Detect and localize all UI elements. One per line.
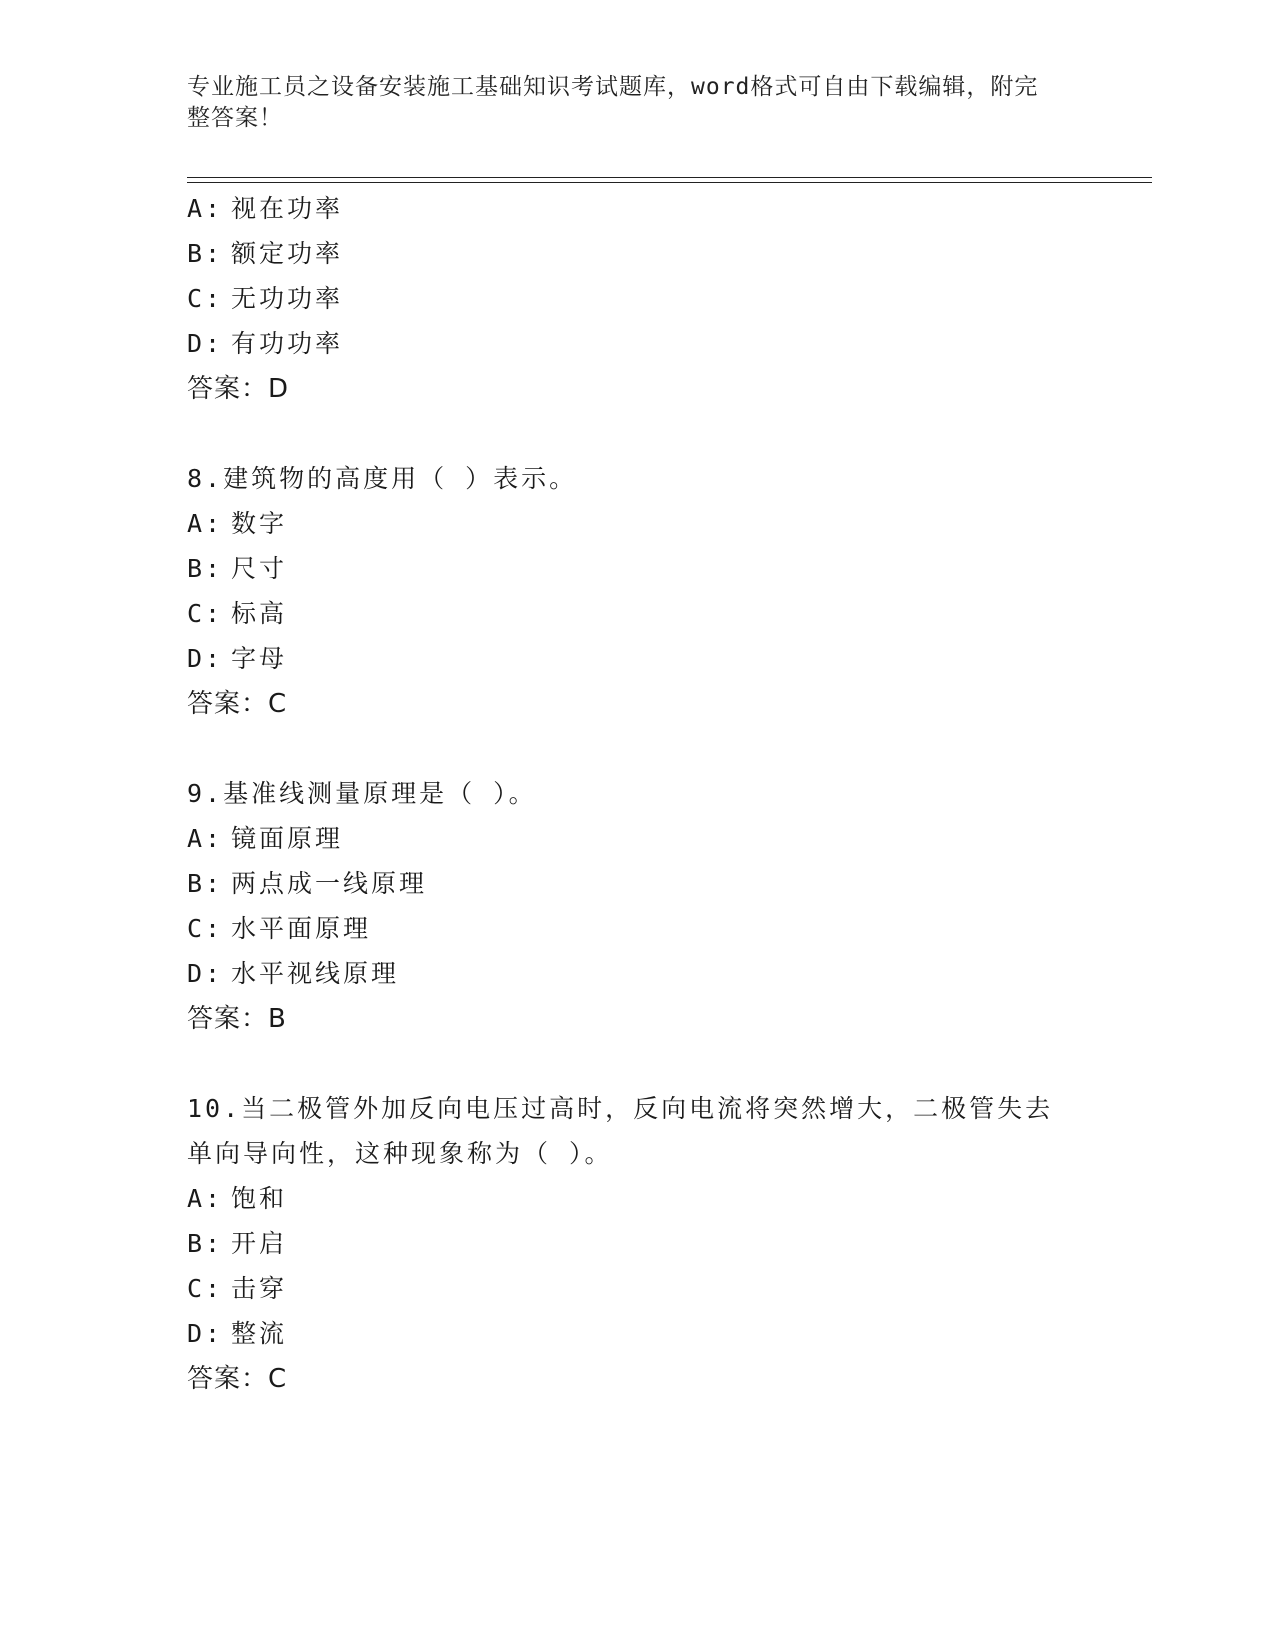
option-key: B:: [187, 1229, 224, 1258]
header-line-1: 专业施工员之设备安装施工基础知识考试题库，word格式可自由下载编辑，附完: [187, 74, 1039, 100]
option-text: 额定功率: [231, 239, 344, 268]
q9-answer: 答案：B: [187, 1004, 287, 1034]
option-key: D:: [187, 644, 224, 673]
option-key: A:: [187, 509, 224, 538]
option-key: A:: [187, 194, 224, 223]
option-text: 击穿: [231, 1274, 288, 1303]
q7-answer: 答案：D: [187, 374, 290, 404]
q9-stem: 9.基准线测量原理是（ ）。: [187, 779, 537, 808]
option-text: 数字: [231, 509, 288, 538]
option-text: 标高: [231, 599, 288, 628]
option-text: 尺寸: [231, 554, 288, 583]
option-text: 镜面原理: [231, 824, 344, 853]
q10-option-d: [187, 1318, 287, 1350]
option-key: D:: [187, 1319, 224, 1348]
q8-stem: 8.建筑物的高度用（ ）表示。: [187, 464, 578, 493]
option-text: 水平视线原理: [231, 959, 400, 988]
option-key: A:: [187, 824, 224, 853]
q9-option-c: [187, 913, 371, 945]
option-text: 无功功率: [231, 284, 344, 313]
q8-answer: 答案：C: [187, 689, 288, 719]
option-key: D:: [187, 329, 224, 358]
header-divider-top: [187, 177, 1152, 178]
option-text: 字母: [231, 644, 288, 673]
option-text: 水平面原理: [231, 914, 372, 943]
option-key: A:: [187, 1184, 224, 1213]
option-key: C:: [187, 599, 224, 628]
q8-option-a: [187, 508, 287, 540]
q10-answer: 答案：C: [187, 1364, 288, 1394]
q9-option-b: [187, 868, 427, 900]
option-key: B:: [187, 239, 224, 268]
q10-option-a: [187, 1183, 287, 1215]
option-text: 两点成一线原理: [231, 869, 428, 898]
q8-option-d: [187, 643, 287, 675]
header-line-2: 整答案！: [187, 105, 283, 131]
option-text: 饱和: [231, 1184, 288, 1213]
q9-option-a: [187, 823, 343, 855]
q7-option-c: [187, 283, 343, 315]
option-text: 整流: [231, 1319, 288, 1348]
q10-option-b: [187, 1228, 287, 1260]
option-key: C:: [187, 914, 224, 943]
option-key: C:: [187, 1274, 224, 1303]
option-text: 开启: [231, 1229, 288, 1258]
q10-stem-line-1: 10.当二极管外加反向电压过高时，反向电流将突然增大，二极管失去: [187, 1094, 1054, 1123]
header-divider-bottom: [187, 182, 1152, 183]
option-key: B:: [187, 554, 224, 583]
q7-option-a: [187, 193, 343, 225]
option-key: C:: [187, 284, 224, 313]
q10-stem-line-2: 单向导向性，这种现象称为（ ）。: [187, 1139, 613, 1168]
option-key: B:: [187, 869, 224, 898]
q8-option-b: [187, 553, 287, 585]
q7-option-d: [187, 328, 343, 360]
option-key: D:: [187, 959, 224, 988]
option-text: 视在功率: [231, 194, 344, 223]
q10-option-c: [187, 1273, 287, 1305]
document-header: [187, 72, 1067, 134]
q8-option-c: [187, 598, 287, 630]
q7-option-b: [187, 238, 343, 270]
q9-option-d: [187, 958, 399, 990]
option-text: 有功功率: [231, 329, 344, 358]
